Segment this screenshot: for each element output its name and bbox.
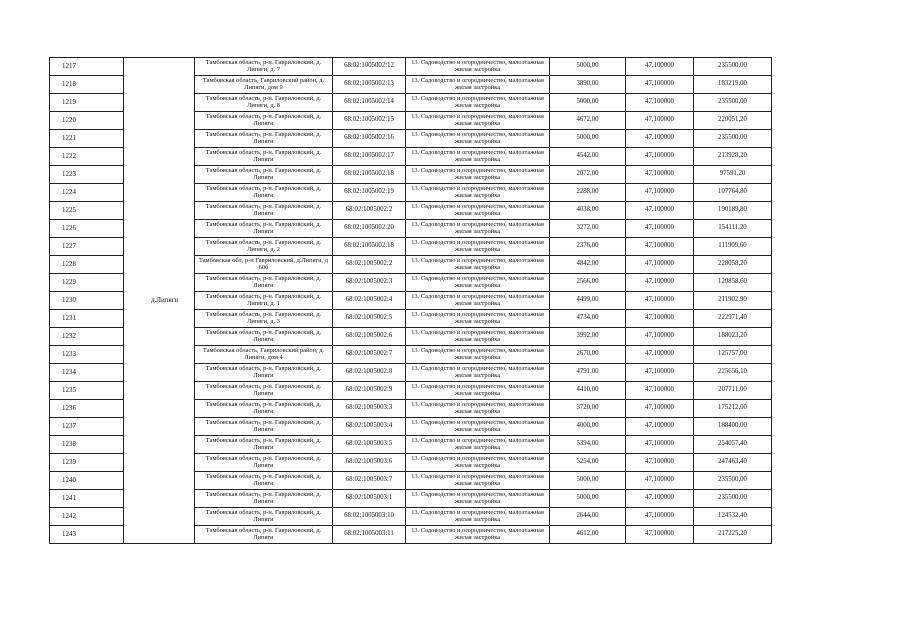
- land-use-cell: 13. Садоводство и огородничество, малоэтажная жилая застройка: [406, 328, 550, 346]
- cadastral-number-cell: 68:02:1005002:20: [333, 220, 406, 238]
- address-cell: Тамбовская область, р-н. Гавриловский, д. Липяги: [195, 148, 333, 166]
- cadastral-number-cell: 68:02:1005003:6: [333, 454, 406, 472]
- address-cell: Тамбовская область, р-н. Гавриловский, д. Липяги: [195, 382, 333, 400]
- land-use-cell: 13. Садоводство и огородничество, малоэтажная жилая застройка: [406, 472, 550, 490]
- row-number: 1231: [50, 310, 124, 328]
- cadastral-value-cell: 188400,00: [694, 418, 772, 436]
- cadastral-value-cell: 190189,80: [694, 202, 772, 220]
- cadastral-value-cell: 228058,20: [694, 256, 772, 274]
- cadastral-number-cell: 68:02:1005003:7: [333, 472, 406, 490]
- address-cell: Тамбовская обл, р-н Гавриловский, д.Липяги, д 60б: [195, 256, 333, 274]
- row-number: 1238: [50, 436, 124, 454]
- cadastral-number-cell: 68:02:1005002:7: [333, 346, 406, 364]
- area-cell: 4734,00: [550, 310, 626, 328]
- cadastral-value-cell: 211902,90: [694, 292, 772, 310]
- specific-value-cell: 47,100000: [626, 400, 694, 418]
- row-number: 1223: [50, 166, 124, 184]
- area-cell: 4842,00: [550, 256, 626, 274]
- specific-value-cell: 47,100000: [626, 58, 694, 76]
- address-cell: Тамбовская область, р-н. Гавриловский, д. Липяги: [195, 166, 333, 184]
- row-number: 1221: [50, 130, 124, 148]
- land-use-cell: 13. Садоводство и огородничество, малоэтажная жилая застройка: [406, 94, 550, 112]
- row-number: 1230: [50, 292, 124, 310]
- area-cell: 2288,00: [550, 184, 626, 202]
- cadastral-number-cell: 68:02:1005003:4: [333, 418, 406, 436]
- row-number: 1226: [50, 220, 124, 238]
- land-use-cell: 13. Садоводство и огородничество, малоэтажная жилая застройка: [406, 346, 550, 364]
- cadastral-number-cell: 68:02:1005002:4: [333, 292, 406, 310]
- address-cell: Тамбовская область, р-н. Гавриловский, д. Липяги: [195, 364, 333, 382]
- specific-value-cell: 47,100000: [626, 184, 694, 202]
- row-number: 1217: [50, 58, 124, 76]
- row-number: 1224: [50, 184, 124, 202]
- area-cell: 5000,00: [550, 490, 626, 508]
- land-use-cell: 13. Садоводство и огородничество, малоэтажная жилая застройка: [406, 202, 550, 220]
- cadastral-number-cell: 68:02:1005002:18: [333, 238, 406, 256]
- address-cell: Тамбовская область, р-н. Гавриловский, д. Липяги: [195, 454, 333, 472]
- address-cell: Тамбовская область, р-н. Гавриловский, д. Липяги: [195, 274, 333, 292]
- cadastral-value-cell: 97591,20: [694, 166, 772, 184]
- cadastral-value-cell: 124532,40: [694, 508, 772, 526]
- row-number: 1229: [50, 274, 124, 292]
- land-use-cell: 13. Садоводство и огородничество, малоэтажная жилая застройка: [406, 148, 550, 166]
- row-number: 1243: [50, 526, 124, 544]
- area-cell: 4542,00: [550, 148, 626, 166]
- cadastral-number-cell: 68:02:1005002:12: [333, 58, 406, 76]
- specific-value-cell: 47,100000: [626, 112, 694, 130]
- area-cell: 4410,00: [550, 382, 626, 400]
- cadastral-value-cell: 220051,20: [694, 112, 772, 130]
- cadastral-value-cell: 235500,00: [694, 130, 772, 148]
- cadastral-value-cell: 107764,80: [694, 184, 772, 202]
- specific-value-cell: 47,100000: [626, 472, 694, 490]
- area-cell: 2072,00: [550, 166, 626, 184]
- address-cell: Тамбовская область, р-н. Гавриловский, д. Липяги: [195, 526, 333, 544]
- land-use-cell: 13. Садоводство и огородничество, малоэтажная жилая застройка: [406, 256, 550, 274]
- specific-value-cell: 47,100000: [626, 526, 694, 544]
- cadastral-value-cell: 111909,60: [694, 238, 772, 256]
- specific-value-cell: 47,100000: [626, 328, 694, 346]
- table-body: [50, 58, 772, 544]
- address-cell: Тамбовская область, р-н. Гавриловский, д. Липяги: [195, 436, 333, 454]
- table-row: [50, 58, 772, 76]
- cadastral-value-cell: 235500,00: [694, 490, 772, 508]
- area-cell: 5394,00: [550, 436, 626, 454]
- cadastral-value-cell: 247463,40: [694, 454, 772, 472]
- specific-value-cell: 47,100000: [626, 382, 694, 400]
- area-cell: 4672,00: [550, 112, 626, 130]
- row-number: 1233: [50, 346, 124, 364]
- area-cell: 4499,00: [550, 292, 626, 310]
- land-use-cell: 13. Садоводство и огородничество, малоэтажная жилая застройка: [406, 76, 550, 94]
- address-cell: Тамбовская область, р-н. Гавриловский, д. Липяги: [195, 220, 333, 238]
- land-use-cell: 13. Садоводство и огородничество, малоэтажная жилая застройка: [406, 364, 550, 382]
- row-number: 1222: [50, 148, 124, 166]
- address-cell: Тамбовская область, р-н. Гавриловский, д. Липяги, д. 7: [195, 58, 333, 76]
- land-use-cell: 13. Садоводство и огородничество, малоэтажная жилая застройка: [406, 112, 550, 130]
- cadastral-number-cell: 68:02:1005002:15: [333, 112, 406, 130]
- cadastral-number-cell: 68:02:1005002:5: [333, 310, 406, 328]
- address-cell: Тамбовская область, р-н. Гавриловский, д. Липяги: [195, 400, 333, 418]
- area-cell: 2566,00: [550, 274, 626, 292]
- area-cell: 5000,00: [550, 94, 626, 112]
- cadastral-value-cell: 183219,00: [694, 76, 772, 94]
- land-use-cell: 13. Садоводство и огородничество, малоэтажная жилая застройка: [406, 400, 550, 418]
- address-cell: Тамбовская область, р-н. Гавриловский, д. Липяги: [195, 112, 333, 130]
- cadastral-number-cell: 68:02:1005002:13: [333, 76, 406, 94]
- area-cell: 4612,00: [550, 526, 626, 544]
- row-number: 1234: [50, 364, 124, 382]
- cadastral-value-cell: 125757,00: [694, 346, 772, 364]
- row-number: 1218: [50, 76, 124, 94]
- area-cell: 2644,00: [550, 508, 626, 526]
- specific-value-cell: 47,100000: [626, 346, 694, 364]
- specific-value-cell: 47,100000: [626, 418, 694, 436]
- area-cell: 2670,00: [550, 346, 626, 364]
- specific-value-cell: 47,100000: [626, 310, 694, 328]
- specific-value-cell: 47,100000: [626, 202, 694, 220]
- specific-value-cell: 47,100000: [626, 292, 694, 310]
- cadastral-value-cell: 120858,60: [694, 274, 772, 292]
- land-use-cell: 13. Садоводство и огородничество, малоэтажная жилая застройка: [406, 508, 550, 526]
- land-use-cell: 13. Садоводство и огородничество, малоэтажная жилая застройка: [406, 238, 550, 256]
- address-cell: Тамбовская область, р-н. Гавриловский, д. Липяги, д. 1: [195, 292, 333, 310]
- land-use-cell: 13. Садоводство и огородничество, малоэтажная жилая застройка: [406, 274, 550, 292]
- specific-value-cell: 47,100000: [626, 76, 694, 94]
- row-number: 1232: [50, 328, 124, 346]
- row-number: 1240: [50, 472, 124, 490]
- address-cell: Тамбовская область, р-н. Гавриловский, д. Липяги: [195, 508, 333, 526]
- area-cell: 3272,00: [550, 220, 626, 238]
- area-cell: 3890,00: [550, 76, 626, 94]
- row-number: 1242: [50, 508, 124, 526]
- cadastral-value-cell: 254057,40: [694, 436, 772, 454]
- address-cell: Тамбовская область, р-н. Гавриловский, д. Липяги, д. 3: [195, 310, 333, 328]
- area-cell: 3720,00: [550, 400, 626, 418]
- cadastral-value-cell: 213928,20: [694, 148, 772, 166]
- specific-value-cell: 47,100000: [626, 130, 694, 148]
- specific-value-cell: 47,100000: [626, 454, 694, 472]
- cadastral-number-cell: 68:02:1005002:8: [333, 364, 406, 382]
- address-cell: Тамбовская область, р-н. Гавриловский, д. Липяги, д. 8: [195, 94, 333, 112]
- area-cell: 3992,00: [550, 328, 626, 346]
- land-use-cell: 13. Садоводство и огородничество, малоэтажная жилая застройка: [406, 58, 550, 76]
- row-number: 1225: [50, 202, 124, 220]
- land-use-cell: 13. Садоводство и огородничество, малоэтажная жилая застройка: [406, 382, 550, 400]
- specific-value-cell: 47,100000: [626, 364, 694, 382]
- cadastral-value-cell: 222971,40: [694, 310, 772, 328]
- area-cell: 4038,00: [550, 202, 626, 220]
- cadastral-number-cell: 68:02:1005002:16: [333, 130, 406, 148]
- row-number: 1241: [50, 490, 124, 508]
- area-cell: 2376,00: [550, 238, 626, 256]
- row-number: 1235: [50, 382, 124, 400]
- land-use-cell: 13. Садоводство и огородничество, малоэтажная жилая застройка: [406, 130, 550, 148]
- row-number: 1220: [50, 112, 124, 130]
- cadastral-value-cell: 225656,10: [694, 364, 772, 382]
- area-cell: 4000,00: [550, 418, 626, 436]
- land-use-cell: 13. Садоводство и огородничество, малоэтажная жилая застройка: [406, 220, 550, 238]
- cadastral-number-cell: 68:02:1005003:10: [333, 508, 406, 526]
- row-number: 1237: [50, 418, 124, 436]
- cadastral-number-cell: 68:02:1005003:5: [333, 436, 406, 454]
- row-number: 1228: [50, 256, 124, 274]
- cadastral-number-cell: 68:02:1005003:11: [333, 526, 406, 544]
- cadastral-number-cell: 68:02:1005002:2: [333, 202, 406, 220]
- cadastral-number-cell: 68:02:1005002:9: [333, 382, 406, 400]
- cadastral-number-cell: 68:02:1005002:14: [333, 94, 406, 112]
- specific-value-cell: 47,100000: [626, 94, 694, 112]
- cadastral-number-cell: 68:02:1005002:3: [333, 274, 406, 292]
- area-cell: 5254,00: [550, 454, 626, 472]
- cadastral-number-cell: 68:02:1005002:19: [333, 184, 406, 202]
- specific-value-cell: 47,100000: [626, 238, 694, 256]
- address-cell: Тамбовская область, р-н. Гавриловский, д. Липяги: [195, 472, 333, 490]
- area-cell: 5000,00: [550, 58, 626, 76]
- address-cell: Тамбовская область, р-н. Гавриловский, д. Липяги: [195, 418, 333, 436]
- cadastral-number-cell: 68:02:1005002:17: [333, 148, 406, 166]
- specific-value-cell: 47,100000: [626, 490, 694, 508]
- cadastral-number-cell: 68:02:1005002:2: [333, 256, 406, 274]
- land-use-cell: 13. Садоводство и огородничество, малоэтажная жилая застройка: [406, 526, 550, 544]
- area-cell: 5000,00: [550, 472, 626, 490]
- specific-value-cell: 47,100000: [626, 220, 694, 238]
- land-use-cell: 13. Садоводство и огородничество, малоэтажная жилая застройка: [406, 292, 550, 310]
- cadastral-value-table: [49, 57, 772, 544]
- land-use-cell: 13. Садоводство и огородничество, малоэтажная жилая застройка: [406, 436, 550, 454]
- row-number: 1239: [50, 454, 124, 472]
- land-use-cell: 13. Садоводство и огородничество, малоэтажная жилая застройка: [406, 454, 550, 472]
- specific-value-cell: 47,100000: [626, 166, 694, 184]
- specific-value-cell: 47,100000: [626, 274, 694, 292]
- land-use-cell: 13. Садоводство и огородничество, малоэтажная жилая застройка: [406, 310, 550, 328]
- cadastral-number-cell: 68:02:1005003:1: [333, 490, 406, 508]
- land-use-cell: 13. Садоводство и огородничество, малоэтажная жилая застройка: [406, 418, 550, 436]
- row-number: 1227: [50, 238, 124, 256]
- address-cell: Тамбовская область, р-н. Гавриловский, д. Липяги: [195, 328, 333, 346]
- address-cell: Тамбовская область, р-н. Гавриловский, д. Липяги: [195, 184, 333, 202]
- cadastral-number-cell: 68:02:1005002:6: [333, 328, 406, 346]
- land-use-cell: 13. Садоводство и огородничество, малоэтажная жилая застройка: [406, 490, 550, 508]
- cadastral-value-cell: 217225,20: [694, 526, 772, 544]
- specific-value-cell: 47,100000: [626, 148, 694, 166]
- cadastral-number-cell: 68:02:1005002:18: [333, 166, 406, 184]
- cadastral-number-cell: 68:02:1005003:3: [333, 400, 406, 418]
- cadastral-value-cell: 207711,00: [694, 382, 772, 400]
- address-cell: Тамбовская область, р-н. Гавриловский, д. Липяги, д. 2: [195, 238, 333, 256]
- address-cell: Тамбовская область, р-н. Гавриловский, д. Липяги: [195, 490, 333, 508]
- land-use-cell: 13. Садоводство и огородничество, малоэтажная жилая застройка: [406, 184, 550, 202]
- land-use-cell: 13. Садоводство и огородничество, малоэтажная жилая застройка: [406, 166, 550, 184]
- cadastral-value-cell: 235500,00: [694, 94, 772, 112]
- locality-cell: д.Липяги: [124, 58, 195, 544]
- row-number: 1236: [50, 400, 124, 418]
- cadastral-value-cell: 235500,00: [694, 58, 772, 76]
- cadastral-value-cell: 175212,00: [694, 400, 772, 418]
- address-cell: Тамбовская область, р-н. Гавриловский, д. Липяги: [195, 202, 333, 220]
- address-cell: Тамбовская область, Гавриловский район, д. Липяги, дом 9: [195, 76, 333, 94]
- specific-value-cell: 47,100000: [626, 256, 694, 274]
- specific-value-cell: 47,100000: [626, 436, 694, 454]
- specific-value-cell: 47,100000: [626, 508, 694, 526]
- cadastral-value-cell: 188023,20: [694, 328, 772, 346]
- row-number: 1219: [50, 94, 124, 112]
- address-cell: Тамбовская область, Гавриловский район, д. Липяги, дом 4: [195, 346, 333, 364]
- area-cell: 4791,00: [550, 364, 626, 382]
- area-cell: 5000,00: [550, 130, 626, 148]
- cadastral-value-cell: 154111,20: [694, 220, 772, 238]
- address-cell: Тамбовская область, р-н. Гавриловский, д. Липяги: [195, 130, 333, 148]
- cadastral-value-cell: 235500,00: [694, 472, 772, 490]
